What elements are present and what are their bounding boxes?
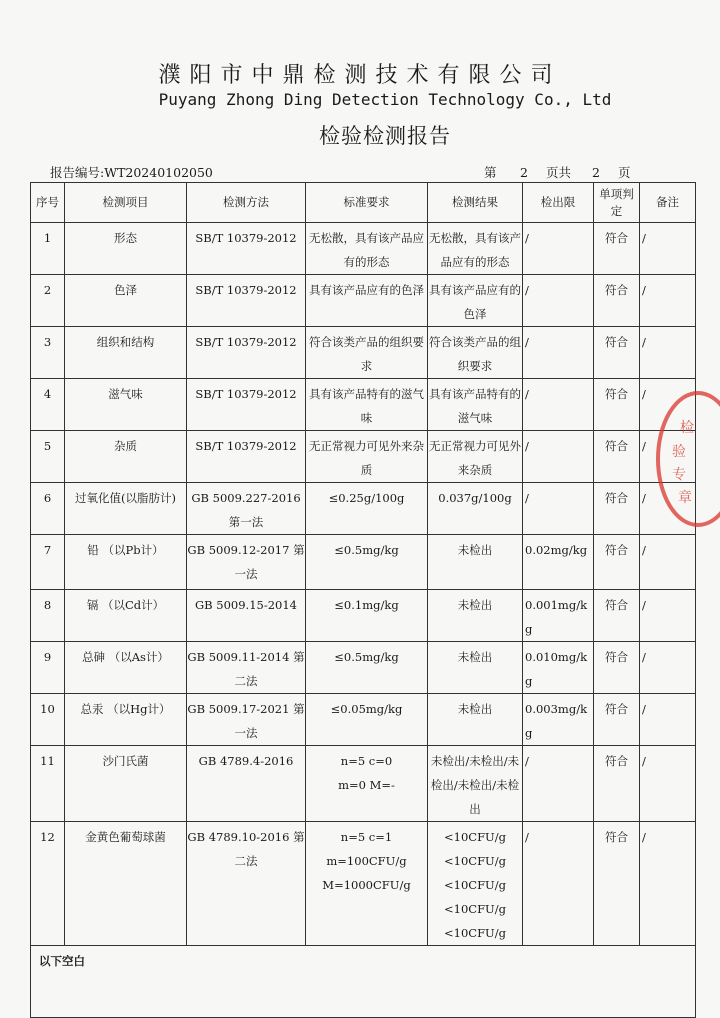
page-mid: 页共: [546, 165, 572, 180]
report-number-value: WT20240102050: [104, 165, 213, 180]
row-standard: 无正常视力可见外来杂质: [306, 431, 428, 483]
row-item: 铅 （以Pb计）: [65, 535, 187, 590]
blank-note: 以下空白: [31, 946, 696, 1018]
row-result: 未检出/未检出/未检出/未检出/未检出: [428, 746, 523, 822]
row-remark: /: [640, 642, 696, 694]
row-result-line: <10CFU/g: [444, 854, 506, 868]
row-item: 杂质: [65, 431, 187, 483]
row-item: 镉 （以Cd计）: [65, 590, 187, 642]
row-number: 2: [31, 275, 65, 327]
row-method: SB/T 10379-2012: [187, 223, 306, 275]
row-limit: /: [523, 822, 594, 946]
row-item: 总汞 （以Hg计）: [65, 694, 187, 746]
row-remark: /: [640, 822, 696, 946]
row-limit: /: [523, 746, 594, 822]
row-method: GB 5009.11-2014 第二法: [187, 642, 306, 694]
page-prefix: 第: [484, 165, 497, 180]
header-limit: 检出限: [523, 183, 594, 223]
report-number: [50, 163, 213, 181]
row-remark: /: [640, 379, 696, 431]
row-result-line: <10CFU/g: [444, 878, 506, 892]
row-limit: 0.02mg/kg: [523, 535, 594, 590]
row-limit: /: [523, 275, 594, 327]
row-judge: 符合: [594, 327, 640, 379]
row-judge: 符合: [594, 535, 640, 590]
row-standard-line: M=1000CFU/g: [322, 878, 411, 892]
row-standard: 符合该类产品的组织要求: [306, 327, 428, 379]
row-standard-line: n=5 c=0: [340, 754, 393, 768]
row-result: 符合该类产品的组织要求: [428, 327, 523, 379]
row-judge: 符合: [594, 746, 640, 822]
row-remark: /: [640, 275, 696, 327]
table-row: [31, 535, 696, 590]
table-row: [31, 223, 696, 275]
row-result: [428, 822, 523, 946]
row-result: 未检出: [428, 642, 523, 694]
row-item: 形态: [65, 223, 187, 275]
row-remark: /: [640, 746, 696, 822]
row-standard: 具有该产品应有的色泽: [306, 275, 428, 327]
row-limit: /: [523, 379, 594, 431]
document-title: 检验检测报告: [319, 124, 451, 148]
row-result-line: <10CFU/g: [444, 926, 506, 940]
page-indicator: [484, 163, 644, 181]
row-judge: 符合: [594, 590, 640, 642]
svg-text:章: 章: [678, 490, 692, 506]
row-result: 无正常视力可见外来杂质: [428, 431, 523, 483]
row-item: 滋气味: [65, 379, 187, 431]
row-number: 7: [31, 535, 65, 590]
row-standard: 具有该产品特有的滋气味: [306, 379, 428, 431]
row-judge: 符合: [594, 822, 640, 946]
header-remark: 备注: [640, 183, 696, 223]
row-judge: 符合: [594, 275, 640, 327]
row-number: 3: [31, 327, 65, 379]
row-limit: /: [523, 431, 594, 483]
row-result: 具有该产品应有的色泽: [428, 275, 523, 327]
table-row: [31, 694, 696, 746]
row-result-line: <10CFU/g: [444, 902, 506, 916]
row-item: 组织和结构: [65, 327, 187, 379]
row-limit: /: [523, 483, 594, 535]
row-result: 未检出: [428, 590, 523, 642]
row-method: GB 5009.12-2017 第一法: [187, 535, 306, 590]
header-judge: 单项判定: [594, 183, 640, 223]
header-no: 序号: [31, 183, 65, 223]
table-row: [31, 275, 696, 327]
table-row: [31, 746, 696, 822]
row-number: 12: [31, 822, 65, 946]
row-judge: 符合: [594, 483, 640, 535]
row-judge: 符合: [594, 431, 640, 483]
row-limit: 0.010mg/kg: [523, 642, 594, 694]
row-remark: /: [640, 327, 696, 379]
row-number: 1: [31, 223, 65, 275]
header-result: 检测结果: [428, 183, 523, 223]
table-row: [31, 642, 696, 694]
company-name-cn: 濮阳市中鼎检测技术有限公司: [158, 63, 562, 88]
row-result: 具有该产品特有的滋气味: [428, 379, 523, 431]
row-standard: 无松散，具有该产品应有的形态: [306, 223, 428, 275]
row-result: 未检出: [428, 694, 523, 746]
row-standard: ≤0.05mg/kg: [306, 694, 428, 746]
row-remark: /: [640, 590, 696, 642]
row-standard-line: n=5 c=1: [340, 830, 393, 844]
row-item: 金黄色葡萄球菌: [65, 822, 187, 946]
row-item: 沙门氏菌: [65, 746, 187, 822]
row-remark: /: [640, 535, 696, 590]
table-row: [31, 379, 696, 431]
header-method: 检测方法: [187, 183, 306, 223]
blank-row: [31, 946, 696, 1018]
row-standard: ≤0.1mg/kg: [306, 590, 428, 642]
svg-text:专: 专: [672, 467, 686, 483]
row-result: 无松散，具有该产品应有的形态: [428, 223, 523, 275]
row-method: GB 4789.4-2016: [187, 746, 306, 822]
row-standard: ≤0.5mg/kg: [306, 535, 428, 590]
row-judge: 符合: [594, 379, 640, 431]
row-standard-line: m=100CFU/g: [326, 854, 407, 868]
row-result: 未检出: [428, 535, 523, 590]
header-item: 检测项目: [65, 183, 187, 223]
row-standard: ≤0.25g/100g: [306, 483, 428, 535]
row-remark: /: [640, 694, 696, 746]
row-number: 11: [31, 746, 65, 822]
row-method: SB/T 10379-2012: [187, 275, 306, 327]
row-number: 6: [31, 483, 65, 535]
table-row: [31, 483, 696, 535]
row-result: 0.037g/100g: [428, 483, 523, 535]
row-result-line: <10CFU/g: [444, 830, 506, 844]
row-remark: /: [640, 223, 696, 275]
row-judge: 符合: [594, 642, 640, 694]
row-item: 过氧化值(以脂肪计): [65, 483, 187, 535]
row-judge: 符合: [594, 223, 640, 275]
row-method: GB 4789.10-2016 第二法: [187, 822, 306, 946]
results-table: [30, 182, 696, 1018]
page-suffix: 页: [618, 165, 631, 180]
row-number: 9: [31, 642, 65, 694]
row-method: GB 5009.15-2014: [187, 590, 306, 642]
row-method: GB 5009.17-2021 第一法: [187, 694, 306, 746]
svg-text:检: 检: [680, 420, 694, 436]
row-judge: 符合: [594, 694, 640, 746]
row-remark: /: [640, 431, 696, 483]
row-item: 总砷 （以As计）: [65, 642, 187, 694]
row-limit: /: [523, 327, 594, 379]
table-row: [31, 431, 696, 483]
row-number: 10: [31, 694, 65, 746]
page-total: 2: [592, 165, 600, 180]
row-method: SB/T 10379-2012: [187, 379, 306, 431]
svg-text:验: 验: [672, 444, 686, 460]
row-standard: [306, 746, 428, 822]
row-method: SB/T 10379-2012: [187, 431, 306, 483]
report-number-label: 报告编号:: [50, 165, 105, 180]
row-number: 5: [31, 431, 65, 483]
table-row: [31, 327, 696, 379]
row-standard: [306, 822, 428, 946]
row-limit: 0.003mg/kg: [523, 694, 594, 746]
row-standard: ≤0.5mg/kg: [306, 642, 428, 694]
row-limit: 0.001mg/kg: [523, 590, 594, 642]
row-standard-line: m=0 M=-: [338, 778, 395, 792]
row-remark: /: [640, 483, 696, 535]
company-name-en: Puyang Zhong Ding Detection Technology Co., Ltd: [158, 90, 612, 109]
table-row: [31, 822, 696, 946]
row-method: SB/T 10379-2012: [187, 327, 306, 379]
row-limit: /: [523, 223, 594, 275]
header-standard: 标准要求: [306, 183, 428, 223]
row-method: GB 5009.227-2016第一法: [187, 483, 306, 535]
row-item: 色泽: [65, 275, 187, 327]
row-number: 4: [31, 379, 65, 431]
row-number: 8: [31, 590, 65, 642]
page-current: 2: [520, 165, 528, 180]
table-header-row: [31, 183, 696, 223]
table-row: [31, 590, 696, 642]
